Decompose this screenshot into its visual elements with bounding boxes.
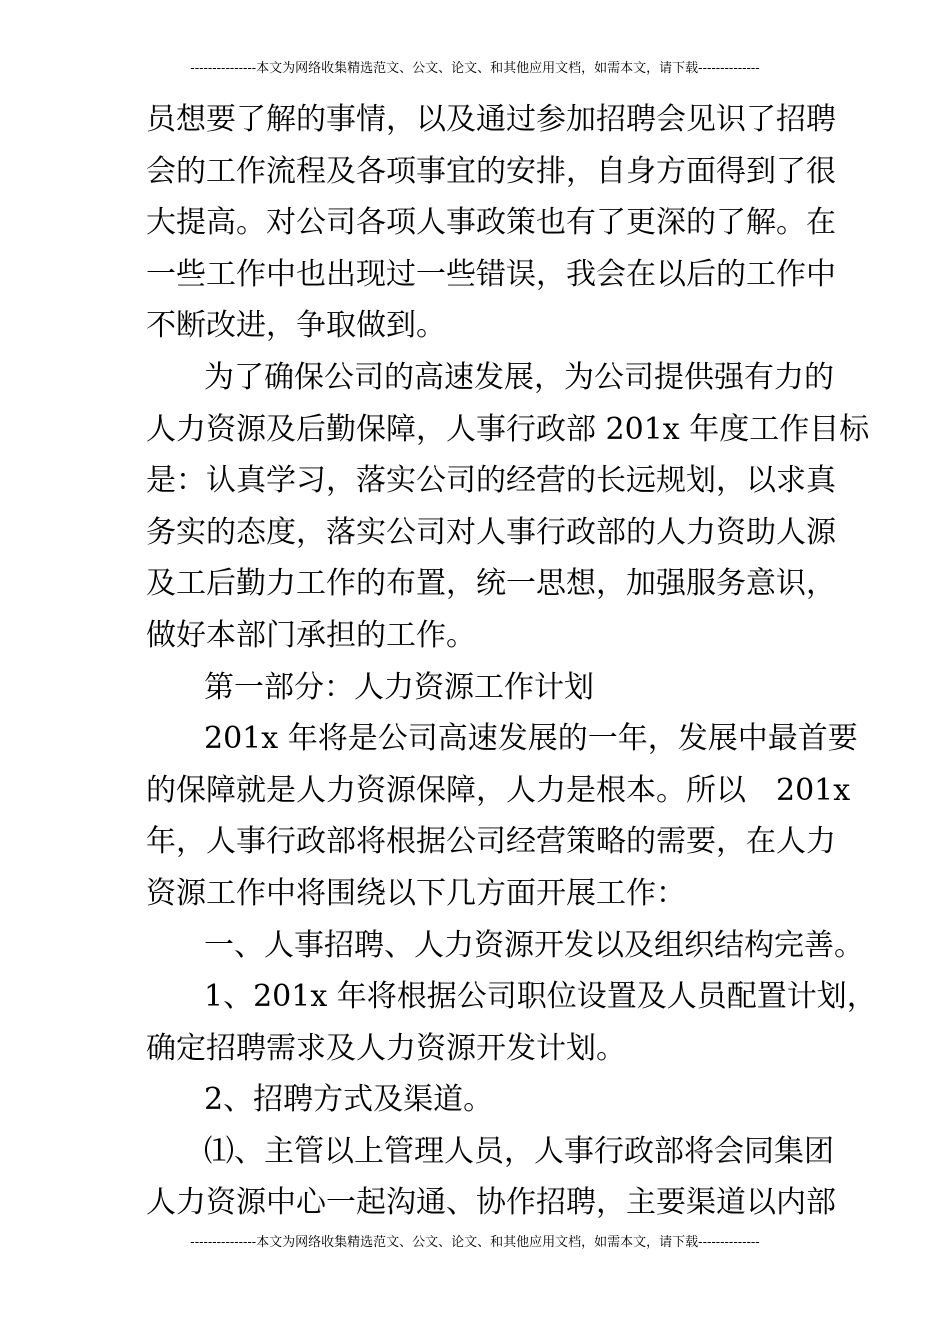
- list-item: 1、201x 年将根据公司职位设置及人员配置计划，: [204, 979, 877, 1015]
- text-line: 不断改进，争取做到。: [146, 308, 446, 344]
- text-line: 确定招聘需求及人力资源开发计划。: [146, 1030, 626, 1066]
- text-line: 务实的态度，落实公司对人事行政部的人力资助人源: [146, 514, 836, 550]
- text-line: 做好本部门承担的工作。: [146, 617, 476, 653]
- page-footer: ---------------本文为网络收集精选范文、公文、论文、和其他应用文档，如需本文，请下载--------------: [190, 1235, 760, 1250]
- text-line: 的保障就是人力资源保障，人力是根本。所以 201x: [146, 772, 851, 808]
- list-item: ⑴、主管以上管理人员，人事行政部将会同集团: [204, 1133, 834, 1169]
- paragraph-first-line: 201x 年将是公司高速发展的一年，发展中最首要: [204, 721, 858, 757]
- list-item: 2、招聘方式及渠道。: [204, 1082, 494, 1118]
- text-line: 是：认真学习，落实公司的经营的长远规划，以求真: [146, 463, 836, 499]
- text-line: 人力资源及后勤保障，人事行政部 201x 年度工作目标: [146, 411, 870, 447]
- paragraph-first-line: 为了确保公司的高速发展，为公司提供强有力的: [204, 359, 834, 395]
- text-line: 一些工作中也出现过一些错误，我会在以后的工作中: [146, 256, 836, 292]
- section-heading: 第一部分：人力资源工作计划: [204, 669, 594, 705]
- document-body: [146, 94, 877, 1229]
- text-line: 及工后勤力工作的布置，统一思想，加强服务意识，: [146, 566, 836, 602]
- text-line: 年，人事行政部将根据公司经营策略的需要，在人力: [146, 824, 836, 860]
- text-line: 员想要了解的事情，以及通过参加招聘会见识了招聘: [146, 102, 836, 137]
- text-line: 会的工作流程及各项事宜的安排，自身方面得到了很: [146, 153, 836, 189]
- text-line: 资源工作中将围绕以下几方面开展工作：: [146, 875, 686, 911]
- list-heading: 一、人事招聘、人力资源开发以及组织结构完善。: [204, 927, 864, 963]
- text-line: 人力资源中心一起沟通、协作招聘，主要渠道以内部: [146, 1185, 836, 1221]
- text-line: 大提高。对公司各项人事政策也有了更深的了解。在: [146, 205, 836, 241]
- page-header: ---------------本文为网络收集精选范文、公文、论文、和其他应用文档，如需本文，请下载--------------: [190, 61, 760, 76]
